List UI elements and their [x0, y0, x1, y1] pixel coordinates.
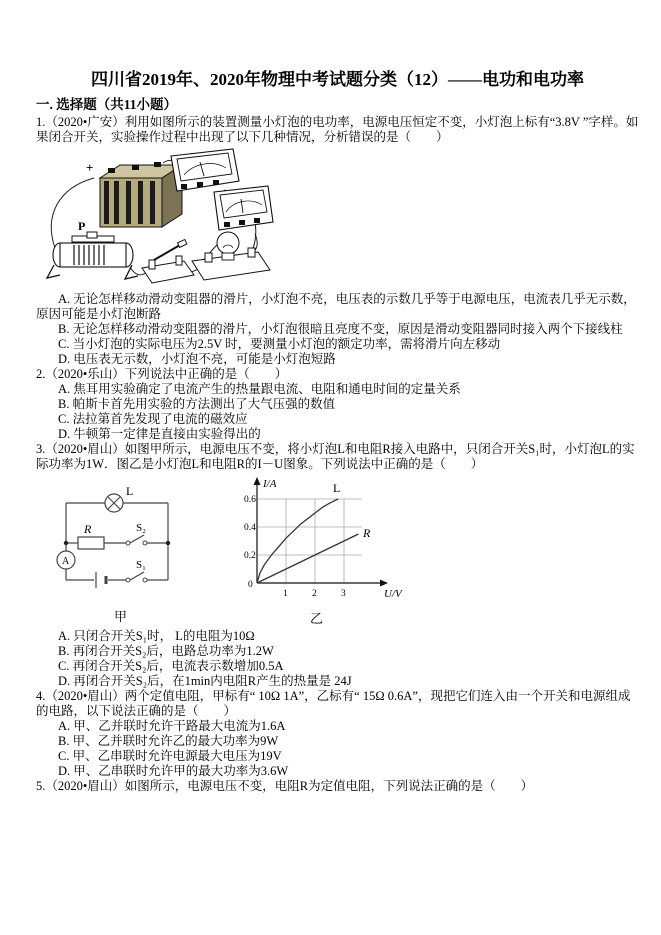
q4-stem: 4.（2020•眉山）两个定值电阻，甲标有“ 10Ω 1A”，乙标有“ 15Ω 0.6A”，现把它们连入由一个开关和电源组成的电路，以下说法正确的是（ ） [36, 689, 631, 718]
ammeter-label: A [62, 556, 70, 567]
resistor-label: R [84, 522, 92, 536]
xtick-2: 2 [312, 589, 317, 599]
series-line-L [257, 499, 338, 583]
q2-option-b: B. 帕斯卡首先用实验的方法测出了大气压强的数值 [58, 397, 336, 411]
circuit-resistor [78, 522, 104, 549]
q4-option-c: C. 甲、乙串联时允许电源最大电压为19V [58, 749, 282, 763]
q3-option-c: C. 再闭合开关S₂后，电流表示数增加0.5A [58, 659, 284, 673]
q3-stem: 3.（2020•眉山）如图甲所示，电源电压不变，将小灯泡L和电阻R接入电路中，只闭合开关S₁时，小灯泡L的实际功率为1W．图乙是小灯泡L和电阻R的I－U图象。下列说法中正确的是（ ） [36, 442, 635, 471]
ytick-0.4: 0.4 [244, 523, 256, 533]
q1-option-d: D. 电压表无示数，小灯泡不亮，可能是小灯泡短路 [58, 352, 336, 366]
iu-graph [244, 475, 439, 627]
gridlines [257, 499, 362, 583]
section-heading: 一. 选择题（共11小题） [36, 97, 178, 112]
q2-option-d: D. 牛顿第一定律是直接由实验得出的 [58, 427, 261, 441]
q4-option-b: B. 甲、乙并联时允许乙的最大功率为9W [58, 734, 279, 748]
y-axis-label: I/A [263, 478, 277, 490]
q2-stem: 2.（2020•乐山）下列说法中正确的是（ ） [36, 367, 288, 381]
q3-figure [56, 475, 639, 627]
q3-option-b: B. 再闭合开关S₂后，电路总功率为1.2W [58, 644, 274, 658]
circuit-switch1 [126, 559, 147, 582]
light-bulb [192, 232, 270, 280]
q4-option-d: D. 甲、乙串联时允许甲的最大功率为3.6W [58, 764, 289, 778]
switch [142, 239, 194, 283]
junction-dot [166, 541, 170, 545]
q2-option-c: C. 法拉第首先发现了电流的磁效应 [58, 412, 248, 426]
circuit-lamp [105, 484, 133, 512]
q3-option-d: D. 再闭合开关S₂后，在1min内电阻R产生的热量是 24J [58, 674, 352, 688]
q4-option-a: A. 甲、乙并联时允许干路最大电流为1.6A [58, 719, 286, 733]
q3-option-a: A. 只闭合开关S₁时， L的电阻为10Ω [58, 629, 255, 643]
q1-option-a: A. 无论怎样移动滑动变阻器的滑片，小灯泡不亮，电压表的示数几乎等于电源电压，电流表几乎无示数，原因可能是小灯泡断路 [36, 292, 636, 321]
series-line-R [257, 534, 359, 583]
x-axis-arrow [380, 580, 388, 587]
switch2-label: S₂ [136, 522, 146, 534]
circuit-switch2 [126, 522, 147, 545]
series-label-L: L [333, 481, 341, 495]
battery-plus-label: + [86, 160, 94, 175]
apparatus-drawing [42, 148, 392, 290]
q1-stem: 1.（2020•广安）利用如图所示的装置测量小灯泡的电功率，电源电压恒定不变，小灯泡上标有“3.8V ”字样。如果闭合开关，实验操作过程中出现了以下几种情况，分析错误的是（ ） [36, 115, 639, 144]
junction-dot [64, 541, 68, 545]
series-label-R: R [363, 526, 371, 540]
ammeter [171, 149, 239, 191]
page-title: 四川省2019年、2020年物理中考试题分类（12）——电功和电功率 [91, 70, 584, 89]
xtick-1: 1 [283, 589, 288, 599]
q1-option-b: B. 无论怎样移动滑动变阻器的滑片，小灯泡很暗且亮度不变，原因是滑动变阻器同时接入两个下接线柱 [58, 322, 623, 336]
circuit-ammeter [57, 551, 75, 569]
lamp-label: L [126, 484, 134, 498]
y-axis-arrow [254, 477, 261, 485]
xtick-3: 3 [341, 589, 346, 599]
origin-label: 0 [248, 580, 253, 590]
q1-apparatus-figure [42, 148, 639, 290]
circuit-caption: 甲 [114, 609, 128, 624]
circuit-battery [96, 572, 106, 588]
ytick-0.6: 0.6 [244, 495, 256, 505]
q5-stem: 5.（2020•眉山）如图所示，电源电压不变，电阻R为定值电阻，下列说法正确的是（ ） [36, 779, 534, 793]
x-axis-label: U/V [384, 588, 402, 600]
series-group [257, 499, 359, 583]
switch1-label: S₁ [136, 559, 146, 571]
ytick-0.2: 0.2 [244, 551, 256, 561]
rheostat [47, 219, 138, 279]
q1-option-c: C. 当小灯泡的实际电压为2.5V 时，要测量小灯泡的额定功率，需将滑片向左移动 [58, 337, 501, 351]
circuit-diagram [56, 475, 216, 627]
voltmeter [214, 186, 273, 230]
q2-option-a: A. 焦耳用实验确定了电流产生的热量跟电流、电阻和通电时间的定量关系 [58, 382, 461, 396]
graph-caption: 乙 [310, 611, 324, 626]
rheostat-label: P [78, 219, 86, 233]
